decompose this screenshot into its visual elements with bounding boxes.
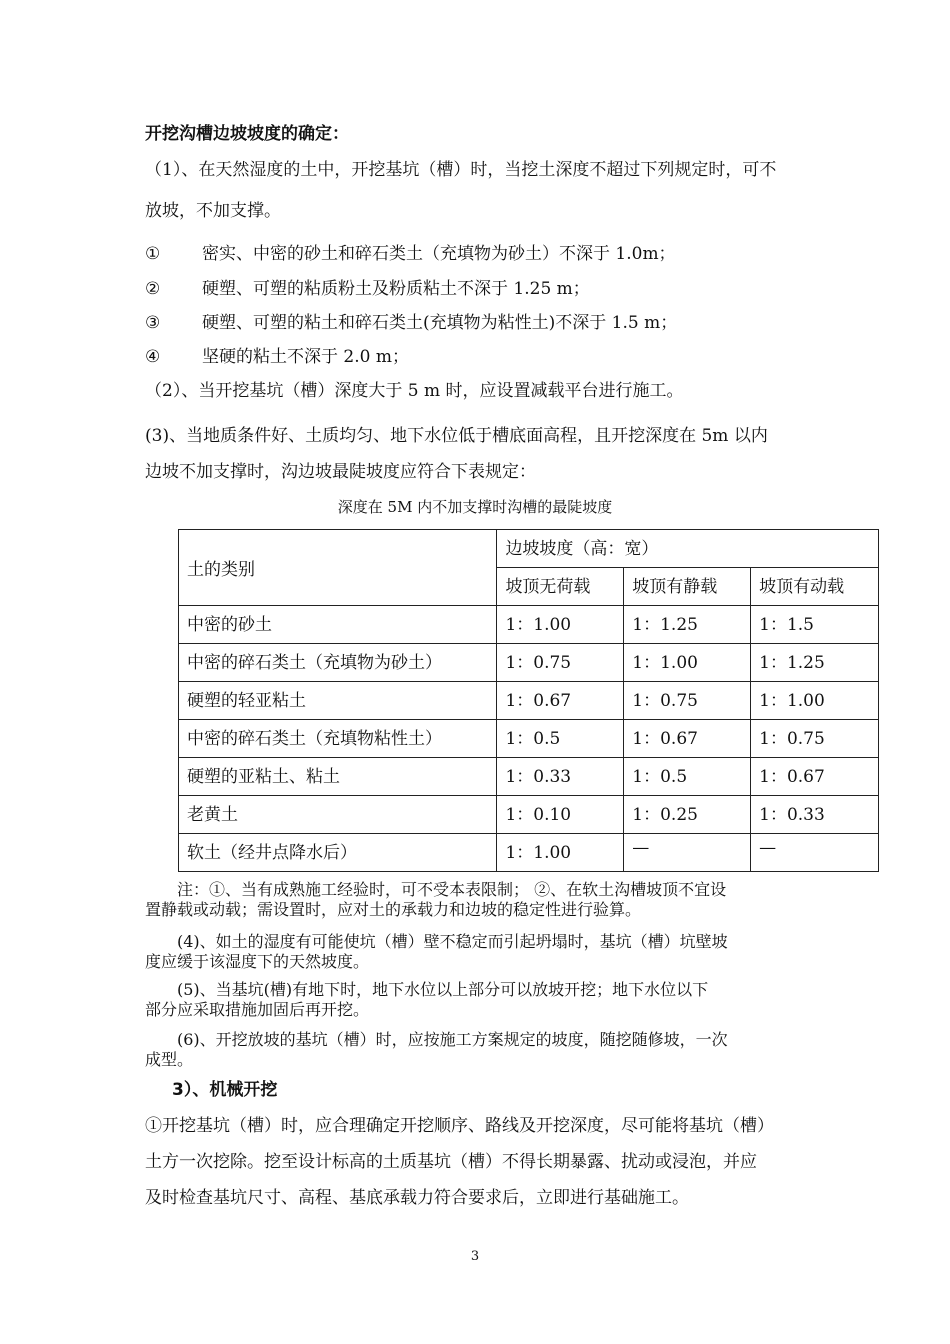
note-paragraph — [145, 880, 810, 920]
item-marker: ④ — [145, 347, 161, 367]
list-item — [145, 345, 409, 369]
cell-dynamic-load: 1：0.33 — [751, 796, 879, 834]
note-paragraph — [145, 932, 810, 972]
item-text: 密实、中密的砂土和碎石类土（充填物为砂土）不深于 1.0m； — [202, 244, 676, 264]
header-dynamic-load: 坡顶有动载 — [751, 568, 879, 606]
note-line: 成型。 — [145, 1050, 194, 1069]
note-line: (6)、开挖放坡的基坑（槽）时，应按施工方案规定的坡度，随挖随修坡，一次 — [145, 1030, 728, 1049]
para1-line2: 放坡，不加支撑。 — [145, 201, 281, 221]
note-line: 度应缓于该湿度下的天然坡度。 — [145, 952, 370, 971]
item-text: 坚硬的粘土不深于 2.0 m； — [202, 347, 409, 367]
cell-dynamic-load: 1：0.67 — [751, 758, 879, 796]
table-row — [179, 644, 879, 682]
note-paragraph — [145, 1030, 810, 1070]
note-line: 置静载或动载；需设置时，应对土的承载力和边坡的稳定性进行验算。 — [145, 900, 642, 919]
para4-line3: 及时检查基坑尺寸、高程、基底承载力符合要求后，立即进行基础施工。 — [145, 1188, 689, 1208]
cell-static-load: 1：1.25 — [624, 606, 751, 644]
cell-soil: 硬塑的亚粘土、粘土 — [179, 758, 497, 796]
list-item — [145, 242, 676, 266]
table-row — [179, 682, 879, 720]
item-marker: ① — [145, 244, 161, 264]
cell-static-load: 1：0.67 — [624, 720, 751, 758]
cell-no-load: 1：1.00 — [497, 606, 624, 644]
list-item — [145, 277, 590, 301]
para3-line2: 边坡不加支撑时，沟边坡最陡坡度应符合下表规定： — [145, 462, 536, 482]
table-row — [179, 834, 879, 872]
header-no-load: 坡顶无荷载 — [497, 568, 624, 606]
para1-line1: （1）、在天然湿度的土中，开挖基坑（槽）时，当挖土深度不超过下列规定时，可不 — [145, 160, 777, 180]
note-paragraph — [145, 980, 810, 1020]
cell-no-load: 1：0.5 — [497, 720, 624, 758]
cell-no-load: 1：0.67 — [497, 682, 624, 720]
table-row — [179, 796, 879, 834]
page-number: 3 — [470, 1249, 480, 1264]
header-soil-type: 土的类别 — [179, 530, 497, 606]
header-static-load: 坡顶有静载 — [624, 568, 751, 606]
cell-soil: 中密的碎石类土（充填物为砂土） — [179, 644, 497, 682]
para4-line2: 土方一次挖除。挖至设计标高的土质基坑（槽）不得长期暴露、扰动或浸泡，并应 — [145, 1152, 757, 1172]
cell-dynamic-load: 1：1.5 — [751, 606, 879, 644]
cell-soil: 老黄土 — [179, 796, 497, 834]
note-line: 注：①、当有成熟施工经验时，可不受本表限制； ②、在软土沟槽坡顶不宜设 — [145, 880, 727, 899]
cell-dynamic-load: 1：1.00 — [751, 682, 879, 720]
para3-line1: (3)、当地质条件好、土质均匀、地下水位低于槽底面高程，且开挖深度在 5m 以内 — [145, 426, 768, 446]
cell-no-load: 1：0.10 — [497, 796, 624, 834]
item-marker: ③ — [145, 313, 161, 333]
table-row — [179, 606, 879, 644]
item-text: 硬塑、可塑的粘土和碎石类土(充填物为粘性土)不深于 1.5 m； — [202, 313, 678, 333]
cell-soil: 软土（经井点降水后） — [179, 834, 497, 872]
cell-static-load: 1：0.75 — [624, 682, 751, 720]
cell-no-load: 1：0.33 — [497, 758, 624, 796]
cell-dynamic-load: — — [751, 834, 879, 872]
cell-static-load: 1：1.00 — [624, 644, 751, 682]
subheading: 3）、机械开挖 — [172, 1080, 278, 1100]
cell-soil: 中密的碎石类土（充填物粘性土） — [179, 720, 497, 758]
table-row — [179, 720, 879, 758]
item-marker: ② — [145, 279, 161, 299]
note-line: (4)、如土的湿度有可能使坑（槽）壁不稳定而引起坍塌时，基坑（槽）坑壁坡 — [145, 932, 728, 951]
header-slope-group: 边坡坡度（高：宽） — [497, 530, 879, 568]
table-header-row — [179, 530, 879, 568]
cell-dynamic-load: 1：1.25 — [751, 644, 879, 682]
cell-soil: 硬塑的轻亚粘土 — [179, 682, 497, 720]
table-row — [179, 758, 879, 796]
item-text: 硬塑、可塑的粘质粉土及粉质粘土不深于 1.25 m； — [202, 279, 590, 299]
cell-soil: 中密的砂土 — [179, 606, 497, 644]
para4-line1: ①开挖基坑（槽）时，应合理确定开挖顺序、路线及开挖深度，尽可能将基坑（槽） — [145, 1116, 774, 1136]
cell-static-load: 1：0.25 — [624, 796, 751, 834]
cell-no-load: 1：1.00 — [497, 834, 624, 872]
note-line: (5)、当基坑(槽)有地下时，地下水位以上部分可以放坡开挖；地下水位以下 — [145, 980, 709, 999]
para2: （2）、当开挖基坑（槽）深度大于 5 m 时，应设置减载平台进行施工。 — [145, 381, 684, 401]
slope-table — [178, 529, 879, 872]
cell-no-load: 1：0.75 — [497, 644, 624, 682]
note-line: 部分应采取措施加固后再开挖。 — [145, 1000, 370, 1019]
section-heading: 开挖沟槽边坡坡度的确定： — [145, 124, 349, 144]
cell-static-load: — — [624, 834, 751, 872]
cell-dynamic-load: 1：0.75 — [751, 720, 879, 758]
list-item — [145, 311, 677, 335]
table-caption: 深度在 5M 内不加支撑时沟槽的最陡坡度 — [337, 498, 613, 516]
cell-static-load: 1：0.5 — [624, 758, 751, 796]
